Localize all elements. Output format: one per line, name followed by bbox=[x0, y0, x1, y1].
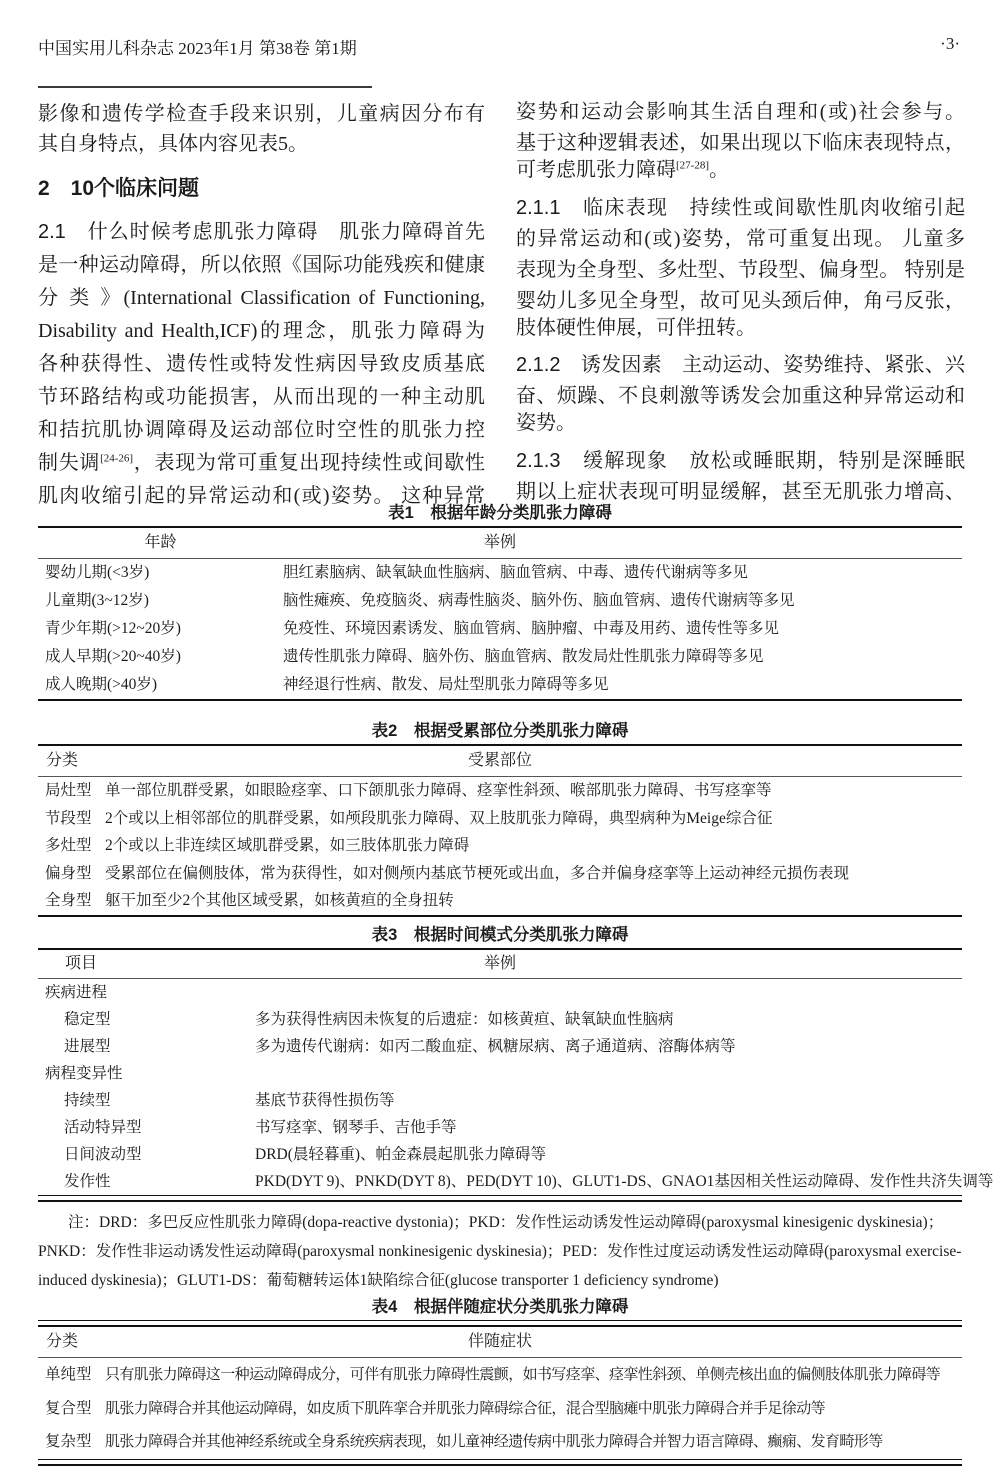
row-label: 复杂型 bbox=[45, 1433, 92, 1450]
row-content: 肌张力障碍合并其他神经系统或全身系统疾病表现，如儿童神经遗传病中肌张力障碍合并智力语言障碍、癫痫、发育畸形等 bbox=[105, 1434, 883, 1450]
body-line: 的异常运动和(或)姿势，常可重复出现。 儿童多 bbox=[516, 227, 965, 250]
row-content: 2个或以上相邻部位的肌群受累，如颅段肌张力障碍、双上肢肌张力障碍，典型病种为Meige综合征 bbox=[105, 809, 773, 827]
row-label: 活动特异型 bbox=[64, 1119, 142, 1136]
body-line: 基于这种逻辑表述，如果出现以下临床表现特点， bbox=[516, 132, 965, 154]
table-header-row bbox=[38, 528, 962, 558]
table-3-temporal-pattern-classification bbox=[38, 924, 994, 1202]
row-content: PKD(DYT 9)、PNKD(DYT 8)、PED(DYT 10)、GLUT1-DS、GNAO1基因相关性运动障碍、发作性共济失调等 bbox=[255, 1173, 994, 1190]
body-line: 肌肉收缩引起的异常运动和(或)姿势。 这种异常 bbox=[38, 485, 485, 507]
row-content: 只有肌张力障碍这一种运动障碍成分，可伴有肌张力障碍性震颤，如书写痉挛、痉挛性斜颈、单侧壳核出血的偏侧肢体肌张力障碍等 bbox=[105, 1367, 941, 1383]
table-row bbox=[38, 1392, 962, 1426]
column-header: 项目 bbox=[65, 955, 98, 972]
table-header-row bbox=[38, 746, 962, 776]
body-line: Disability and Health,ICF)的理念，肌张力障碍为 bbox=[38, 320, 485, 342]
row-content: DRD(晨轻暮重)、帕金森晨起肌张力障碍等 bbox=[255, 1146, 547, 1163]
column-header: 分类 bbox=[46, 1333, 79, 1350]
table-row bbox=[38, 887, 962, 915]
table-rule-bottom bbox=[38, 699, 962, 701]
body-text: 放松或睡眠期，特别是深睡眠 bbox=[668, 449, 965, 472]
body-line: 奋、烦躁、不良刺激等诱发会加重这种异常运动和 bbox=[516, 385, 965, 407]
row-content: 脑性瘫痪、免疫脑炎、病毒性脑炎、脑外伤、脑血管病、遗传代谢病等多见 bbox=[283, 592, 795, 609]
group-label: 疾病进程 bbox=[45, 984, 108, 1001]
table-rule-bottom bbox=[38, 1195, 962, 1202]
body-text: 肌张力障碍首先 bbox=[318, 221, 485, 243]
journal-title: 中国实用儿科杂志 2023年1月 第38卷 第1期 bbox=[38, 39, 357, 58]
row-content: 基底节获得性损伤等 bbox=[255, 1092, 395, 1109]
body-line: 期以上症状表现可明显缓解，甚至无肌张力增高、 bbox=[516, 480, 965, 503]
body-text: 可考虑肌张力障碍 bbox=[516, 159, 676, 181]
body-line: 影像和遗传学检查手段来识别，儿童病因分布有 bbox=[38, 103, 485, 125]
row-content: 多为获得性病因未恢复的后遗症：如核黄疸、缺氧缺血性脑病 bbox=[255, 1011, 674, 1028]
table-1-age-classification bbox=[38, 502, 962, 701]
table-footnote bbox=[38, 1208, 962, 1295]
table-row bbox=[38, 1141, 962, 1168]
footnote-line: 注：DRD：多巴反应性肌张力障碍(dopa-reactive dystonia)；PKD：发作性运动诱发性运动障碍(paroxysmal kinesigenic dyskinesia)； bbox=[68, 1214, 944, 1231]
run-in-heading: 2.1.1 临床表现 bbox=[516, 196, 669, 219]
column-header: 举例 bbox=[483, 955, 516, 972]
row-content: 肌张力障碍合并其他运动障碍，如皮质下肌阵挛合并肌张力障碍综合征，混合型脑瘫中肌张力障碍合并手足徐动等 bbox=[105, 1400, 826, 1417]
row-label: 全身型 bbox=[45, 892, 92, 909]
table-title: 表4 根据伴随症状分类肌张力障碍 bbox=[371, 1298, 629, 1316]
table-row bbox=[38, 1033, 962, 1060]
table-row bbox=[38, 671, 962, 699]
column-header: 年龄 bbox=[144, 534, 177, 551]
header-rule bbox=[38, 86, 372, 88]
row-label: 日间波动型 bbox=[64, 1146, 142, 1163]
row-content: 胆红素脑病、缺氧缺血性脑病、脑血管病、中毒、遗传代谢病等多见 bbox=[283, 564, 749, 581]
body-line: 姿势。 bbox=[516, 412, 576, 434]
table-header-row bbox=[38, 1327, 962, 1357]
row-content: 受累部位在偏侧肢体，常为获得性，如对侧颅内基底节梗死或出血，多合并偏身痉挛等上运动神经元损伤表现 bbox=[105, 864, 850, 882]
row-content: 神经退行性病、散发、局灶型肌张力障碍等多见 bbox=[283, 676, 609, 693]
group-label: 病程变异性 bbox=[45, 1065, 123, 1082]
table-row bbox=[38, 860, 962, 888]
row-label: 节段型 bbox=[45, 809, 92, 827]
row-content: 免疫性、环境因素诱发、脑血管病、脑肿瘤、中毒及用药、遗传性等多见 bbox=[283, 620, 780, 637]
body-line: 分 类 》(International Classification of Functioning, bbox=[38, 287, 485, 309]
table-row bbox=[38, 587, 962, 615]
reference-superscript: [27-28] bbox=[676, 159, 709, 172]
table-row bbox=[38, 1006, 962, 1033]
row-label: 复合型 bbox=[45, 1399, 92, 1417]
row-label: 偏身型 bbox=[45, 864, 92, 882]
body-line bbox=[516, 345, 965, 376]
body-line bbox=[38, 210, 485, 243]
row-label: 青少年期(>12~20岁) bbox=[45, 620, 181, 637]
row-content: 躯干加至少2个其他区域受累，如核黄疸的全身扭转 bbox=[105, 892, 454, 909]
section-heading: 2 10个临床问题 bbox=[38, 177, 200, 200]
table-group-row bbox=[38, 1060, 962, 1087]
table-title: 表3 根据时间模式分类肌张力障碍 bbox=[371, 926, 629, 944]
row-label: 持续型 bbox=[64, 1092, 111, 1109]
row-label: 婴幼儿期(<3岁) bbox=[45, 564, 150, 581]
table-row bbox=[38, 1087, 962, 1114]
body-text: ，表现为常可重复出现持续性或间歇性 bbox=[133, 452, 485, 474]
body-line: 姿势和运动会影响其生活自理和(或)社会参与。 bbox=[516, 101, 965, 123]
table-rule-bottom bbox=[38, 915, 962, 917]
table-row bbox=[38, 615, 962, 643]
body-text: 持续性或间歇性肌肉收缩引起 bbox=[668, 196, 965, 219]
table-row bbox=[38, 643, 962, 671]
row-label: 儿童期(3~12岁) bbox=[45, 592, 149, 609]
body-line bbox=[516, 154, 965, 188]
row-label: 成人早期(>20~40岁) bbox=[45, 648, 181, 665]
row-label: 单纯型 bbox=[45, 1366, 92, 1383]
body-line: 表现为全身型、多灶型、节段型、偏身型。 特别是 bbox=[516, 258, 965, 281]
row-label: 进展型 bbox=[64, 1038, 111, 1055]
body-line: 肢体硬性伸展，可伴扭转。 bbox=[516, 316, 756, 339]
body-line: 各种获得性、遗传性或特发性病因导致皮质基底 bbox=[38, 353, 485, 375]
row-label: 稳定型 bbox=[64, 1011, 111, 1028]
body-text: 制失调 bbox=[38, 452, 101, 474]
row-label: 局灶型 bbox=[45, 782, 92, 799]
body-line: 是一种运动障碍，所以依照《国际功能残疾和健康 bbox=[38, 254, 485, 276]
body-line: 和拮抗肌协调障碍及运动部位时空性的肌张力控 bbox=[38, 419, 485, 441]
row-label: 多灶型 bbox=[45, 837, 92, 854]
row-content: 2个或以上非连续区域肌群受累，如三肢体肌张力障碍 bbox=[105, 837, 470, 854]
table-row bbox=[38, 1425, 962, 1459]
body-line bbox=[516, 188, 965, 219]
column-header: 伴随症状 bbox=[467, 1333, 532, 1350]
row-content: 遗传性肌张力障碍、脑外伤、脑血管病、散发局灶性肌张力障碍等多见 bbox=[283, 648, 764, 665]
reference-superscript: [24-26] bbox=[100, 452, 134, 465]
right-column bbox=[516, 92, 965, 503]
column-header: 举例 bbox=[483, 534, 516, 551]
footnote-line: PNKD：发作性非运动诱发性运动障碍(paroxysmal nonkinesigenic dyskinesia)；PED：发作性过度运动诱发性运动障碍(paroxysmal exercise- bbox=[38, 1243, 962, 1260]
body-line: 其自身特点，具体内容见表5。 bbox=[38, 133, 308, 155]
body-line bbox=[516, 441, 965, 472]
footnote-line: induced dyskinesia)；GLUT1-DS：葡萄糖转运体1缺陷综合征(glucose transporter 1 deficiency syndrome) bbox=[38, 1272, 719, 1289]
table-row bbox=[38, 805, 962, 833]
table-title: 表1 根据年龄分类肌张力障碍 bbox=[388, 504, 612, 522]
body-text: 。 bbox=[709, 159, 729, 181]
row-content: 多为遗传代谢病：如丙二酸血症、枫糖尿病、离子通道病、溶酶体病等 bbox=[255, 1038, 736, 1055]
body-line: 节环路结构或功能损害，从而出现的一种主动肌 bbox=[38, 386, 485, 408]
table-header-row bbox=[38, 950, 962, 978]
body-text: 主动运动、姿势维持、紧张、兴 bbox=[661, 354, 965, 376]
table-row bbox=[38, 777, 962, 805]
run-in-heading: 2.1.3 缓解现象 bbox=[516, 449, 669, 472]
row-label: 发作性 bbox=[64, 1173, 111, 1190]
row-content: 书写痉挛、钢琴手、吉他手等 bbox=[255, 1119, 457, 1136]
table-2-body-region-classification bbox=[38, 720, 962, 917]
column-header: 受累部位 bbox=[467, 752, 532, 769]
table-row bbox=[38, 1114, 962, 1141]
body-line bbox=[38, 441, 485, 474]
run-in-heading: 2.1 什么时候考虑肌张力障碍 bbox=[38, 221, 319, 243]
table-row bbox=[38, 832, 962, 860]
table-title: 表2 根据受累部位分类肌张力障碍 bbox=[371, 722, 629, 740]
body-line: 婴幼儿多见全身型，故可见头颈后伸，角弓反张， bbox=[516, 289, 965, 312]
table-row bbox=[38, 1168, 994, 1195]
row-content: 单一部位肌群受累，如眼睑痉挛、口下颌肌张力障碍、痉挛性斜颈、喉部肌张力障碍、书写痉挛等 bbox=[105, 782, 772, 799]
run-in-heading: 2.1.2 诱发因素 bbox=[516, 354, 662, 376]
table-4-accompanying-symptom-classification bbox=[38, 1296, 962, 1466]
table-rule-top bbox=[38, 1320, 962, 1327]
column-header: 分类 bbox=[46, 752, 79, 769]
left-column bbox=[38, 92, 485, 507]
page-number: ·3· bbox=[940, 34, 960, 53]
table-row bbox=[38, 559, 962, 587]
table-row bbox=[38, 1358, 962, 1392]
running-head bbox=[38, 34, 962, 59]
table-rule-bottom bbox=[38, 1459, 962, 1466]
row-label: 成人晚期(>40岁) bbox=[45, 676, 158, 693]
table-group-row bbox=[38, 979, 962, 1006]
